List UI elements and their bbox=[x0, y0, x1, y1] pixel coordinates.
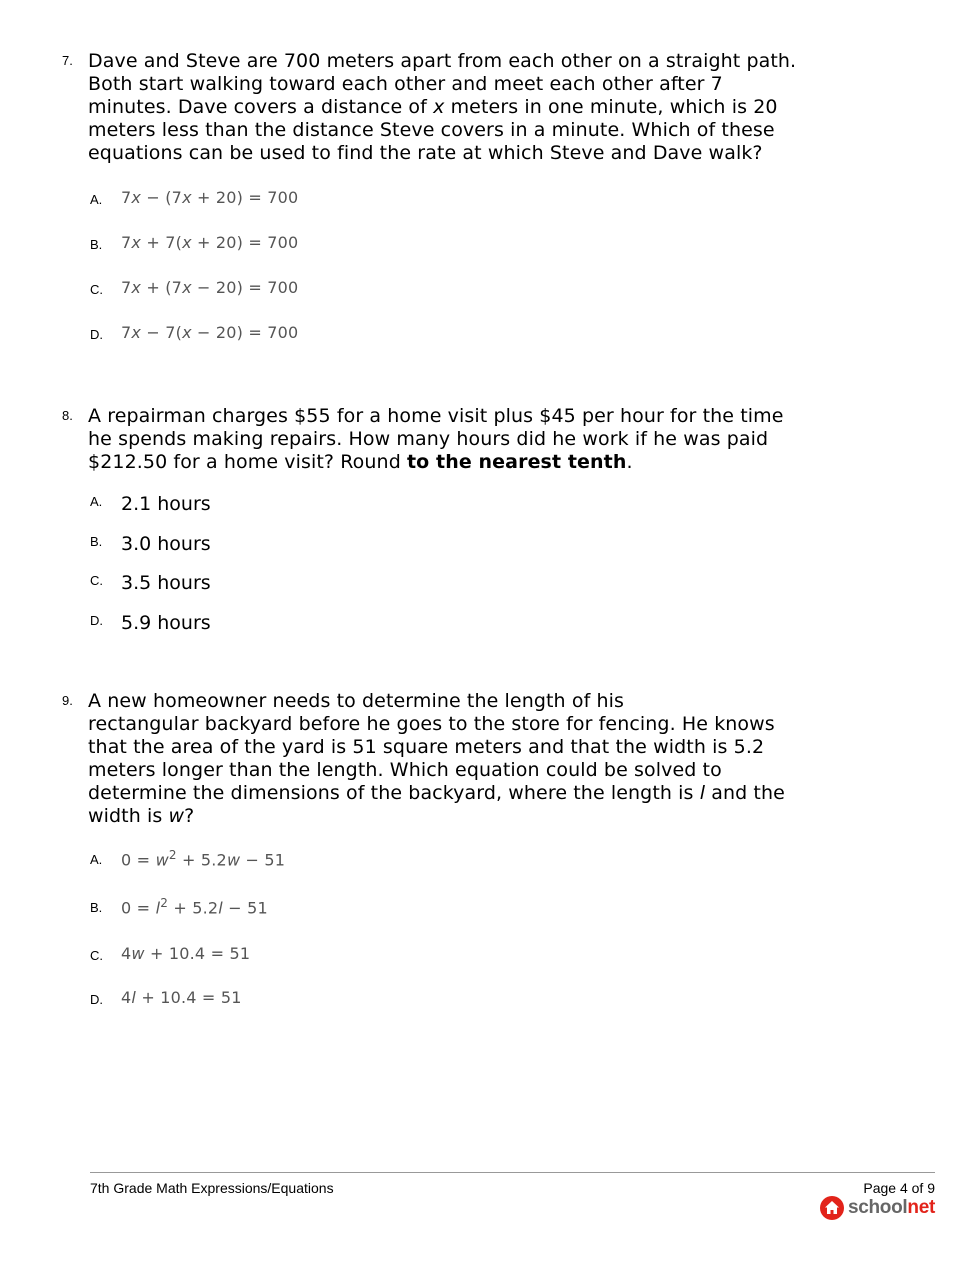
question-7 bbox=[62, 50, 822, 368]
question-text: A repairman charges $55 for a home visit plus $45 per hour for the time he spends making repairs. How many hours did he work if he was paid $212.50 for a home visit? Round to the nearest tenth. bbox=[88, 405, 784, 473]
choice-letter: C. bbox=[90, 573, 103, 588]
answer-choices bbox=[90, 188, 822, 368]
logo-text: schoolnet bbox=[847, 1197, 935, 1218]
question-9 bbox=[62, 690, 822, 1032]
question-number: 9. bbox=[62, 693, 73, 708]
choice-a[interactable] bbox=[90, 493, 822, 533]
choice-d[interactable] bbox=[90, 323, 822, 368]
choice-answer: 3.5 hours bbox=[121, 572, 211, 594]
choice-c[interactable] bbox=[90, 572, 822, 612]
choice-b[interactable] bbox=[90, 533, 822, 573]
choice-equation: 4w + 10.4 = 51 bbox=[121, 944, 251, 963]
house-icon bbox=[820, 1196, 844, 1220]
choice-equation: 7x + (7x − 20) = 700 bbox=[121, 278, 299, 297]
footer-divider bbox=[90, 1172, 935, 1173]
choice-answer: 2.1 hours bbox=[121, 493, 211, 515]
choice-equation: $0 = l^2 + 5.2l - 51$ bbox=[121, 896, 268, 918]
choice-b[interactable] bbox=[90, 896, 822, 944]
choice-letter: D. bbox=[90, 612, 103, 628]
question-text: A new homeowner needs to determine the length of his rectangular backyard before he goes to the store for fencing. He knows that the area of the yard is 51 square meters and that the width is 5.2 meters longer than the length. Which equation could be solved to determine the dimensions of the backyard, where the length is l and the width is w? bbox=[88, 690, 785, 827]
footer-title: 7th Grade Math Expressions/Equations bbox=[90, 1180, 334, 1196]
question-8 bbox=[62, 405, 822, 651]
choice-equation: $0 = w^2 + 5.2w - 51$ bbox=[121, 848, 286, 870]
question-number: 8. bbox=[62, 408, 73, 423]
choice-c[interactable] bbox=[90, 278, 822, 323]
choice-answer: 3.0 hours bbox=[121, 532, 211, 555]
answer-choices bbox=[90, 493, 822, 651]
choice-letter: C. bbox=[90, 948, 103, 963]
choice-letter: B. bbox=[90, 533, 103, 549]
choice-equation: 7x + 7(x + 20) = 700 bbox=[121, 233, 299, 252]
choice-letter: D. bbox=[90, 992, 103, 1007]
choice-answer: 5.9 hours bbox=[121, 611, 211, 634]
choice-letter: A. bbox=[90, 852, 103, 867]
choice-letter: D. bbox=[90, 327, 103, 342]
choice-d[interactable] bbox=[90, 612, 822, 652]
choice-letter: C. bbox=[90, 282, 103, 297]
choice-a[interactable] bbox=[90, 188, 822, 233]
page-number: Page 4 of 9 bbox=[863, 1180, 935, 1196]
choice-letter: A. bbox=[90, 192, 103, 207]
choice-letter: B. bbox=[90, 237, 103, 252]
choice-b[interactable] bbox=[90, 233, 822, 278]
choice-a[interactable] bbox=[90, 848, 822, 896]
choice-c[interactable] bbox=[90, 944, 822, 988]
choice-d[interactable] bbox=[90, 988, 822, 1032]
answer-choices bbox=[90, 848, 822, 1032]
choice-equation: 4l + 10.4 = 51 bbox=[121, 988, 242, 1007]
question-number: 7. bbox=[62, 53, 73, 68]
choice-letter: A. bbox=[90, 494, 103, 509]
question-text: Dave and Steve are 700 meters apart from each other on a straight path. Both start walking toward each other and meet each other after 7 minutes. Dave covers a distance of x meters in one minute, which is 20 meters less than the distance Steve covers in a minute. Which of these equations can be used to find the rate at which Steve and Dave walk? bbox=[88, 50, 797, 164]
choice-equation: 7x − (7x + 20) = 700 bbox=[121, 188, 299, 207]
schoolnet-logo bbox=[820, 1196, 935, 1220]
choice-equation: 7x − 7(x − 20) = 700 bbox=[121, 323, 299, 342]
choice-letter: B. bbox=[90, 900, 103, 915]
